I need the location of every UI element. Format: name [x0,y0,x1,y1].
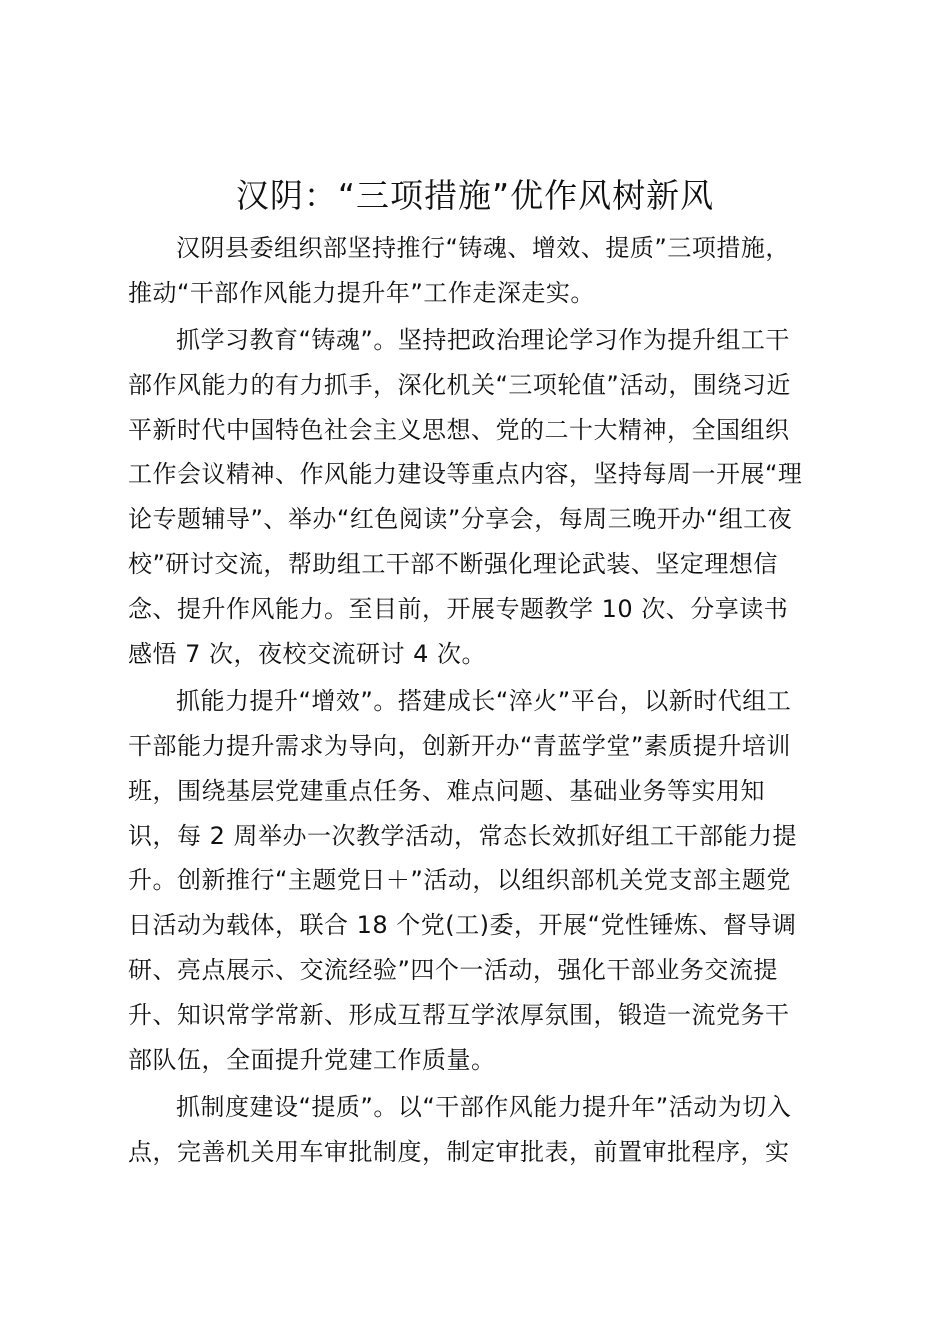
text-line: 班，围绕基层党建重点任务、难点问题、基础业务等实用知 [128,776,765,805]
text-line: 升。创新推行“主题党日＋”活动，以组织部机关党支部主题党 [128,866,791,895]
text-line: 部作风能力的有力抓手，深化机关“三项轮值”活动，围绕习近 [128,370,791,399]
text-line: 抓学习教育“铸魂”。坚持把政治理论学习作为提升组工干 [176,325,790,354]
text-line: 论专题辅导”、举办“红色阅读”分享会，每周三晚开办“组工夜 [128,505,793,534]
text-line: 汉阴县委组织部坚持推行“铸魂、增效、提质”三项措施， [176,234,790,262]
text-line: 推动“干部作风能力提升年”工作走深走实。 [128,278,595,307]
text-line: 升、知识常学常新、形成互帮互学浓厚氛围，锻造一流党务干 [128,1001,790,1030]
document-title: 汉阴：“三项措施”优作风树新风 [235,176,715,215]
text-line: 感悟 7 次，夜校交流研讨 4 次。 [128,640,487,669]
text-line: 工作会议精神、作风能力建设等重点内容，坚持每周一开展“理 [128,460,803,489]
text-line: 校”研讨交流，帮助组工干部不断强化理论武装、坚定理想信 [128,550,778,579]
paragraph-ability-improvement [128,679,822,1083]
text-line: 念、提升作风能力。至目前，开展专题教学 10 次、分享读书 [128,595,789,624]
text-line: 识，每 2 周举办一次教学活动，常态长效抓好组工干部能力提 [128,821,798,850]
text-line: 研、亮点展示、交流经验”四个一活动，强化干部业务交流提 [128,956,778,985]
paragraph-study-education [128,318,822,677]
paragraph-intro [128,226,822,316]
paragraph-system-building [128,1085,822,1175]
text-line: 干部能力提升需求为导向，创新开办“青蓝学堂”素质提升培训 [128,731,791,760]
text-line: 抓制度建设“提质”。以“干部作风能力提升年”活动为切入 [176,1092,792,1121]
text-line: 日活动为载体，联合 18 个党(工)委，开展“党性锤炼、督导调 [128,911,797,940]
document-body [128,226,822,1175]
text-line: 平新时代中国特色社会主义思想、党的二十大精神，全国组织 [128,415,790,444]
text-line: 点，完善机关用车审批制度，制定审批表，前置审批程序，实 [128,1137,790,1166]
text-line: 抓能力提升“增效”。搭建成长“淬火”平台，以新时代组工 [176,686,792,715]
text-line: 部队伍，全面提升党建工作质量。 [128,1046,496,1075]
